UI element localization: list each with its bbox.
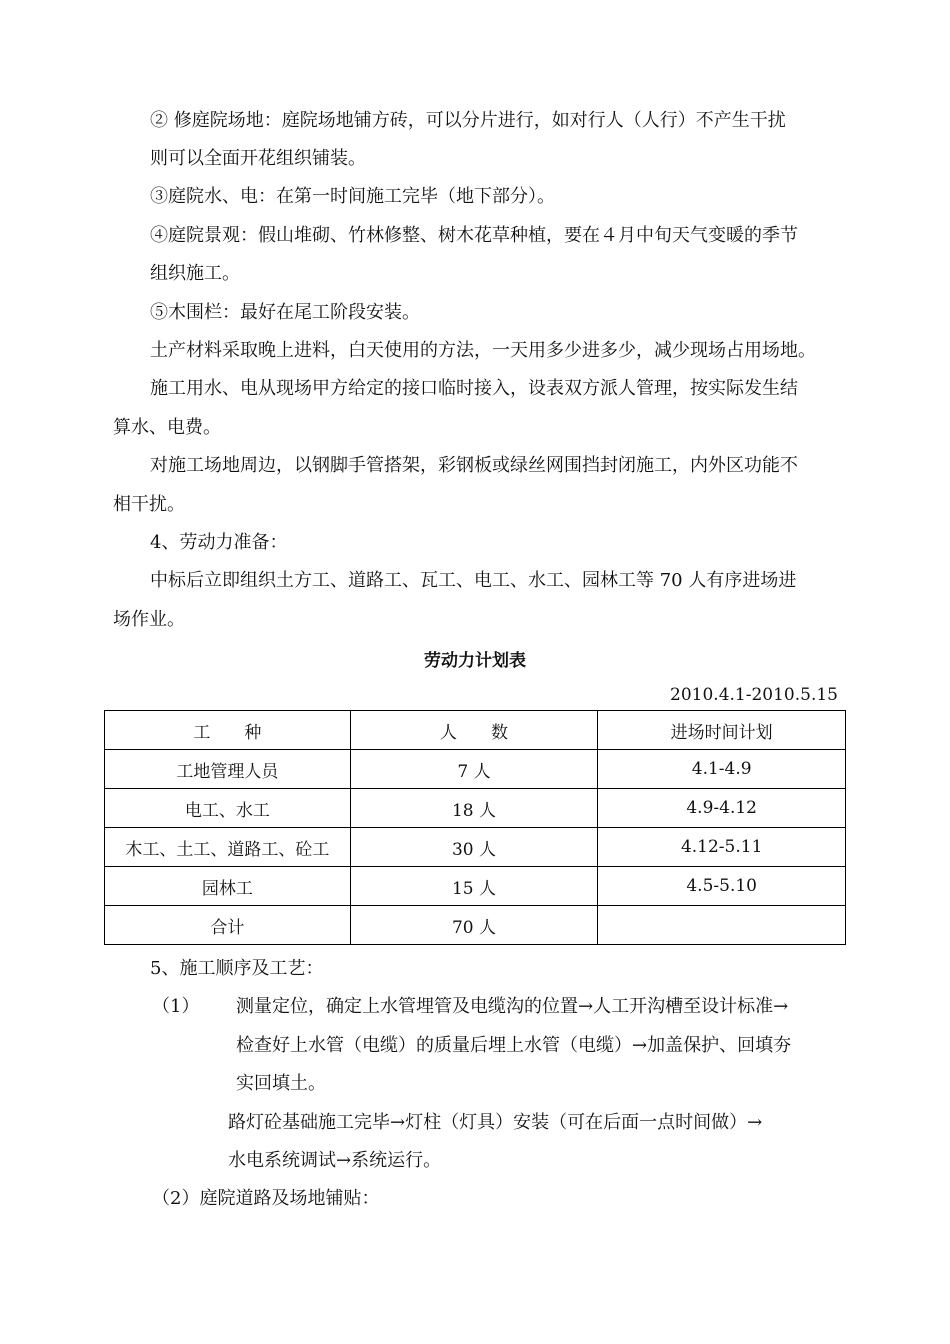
- paragraph-line: 相干扰。: [113, 494, 185, 515]
- paragraph-line: ③庭院水、电：在第一时间施工完毕（地下部分）。: [150, 186, 555, 207]
- table-row: [105, 789, 846, 828]
- item-line: 路灯砼基础施工完毕→灯柱（灯具）安装（可在后面一点时间做）→: [228, 1112, 763, 1133]
- cell-trade: 园林工: [105, 867, 351, 906]
- cell-count: 15 人: [350, 867, 598, 906]
- table-row: [105, 828, 846, 867]
- paragraph-line: 组织施工。: [150, 263, 240, 284]
- cell-count: 18 人: [350, 789, 598, 828]
- cell-trade: 工地管理人员: [105, 750, 351, 789]
- cell-trade: 电工、水工: [105, 789, 351, 828]
- cell-count: 7 人: [350, 750, 598, 789]
- cell-trade: 木工、土工、道路工、砼工: [105, 828, 351, 867]
- item-line: 测量定位，确定上水管埋管及电缆沟的位置→人工开沟槽至设计标准→: [236, 996, 789, 1017]
- table-total-row: [105, 906, 846, 945]
- item-marker: （1）: [152, 996, 200, 1017]
- paragraph-line: 土产材料采取晚上进料，白天使用的方法，一天用多少进多少，减少现场占用场地。: [150, 340, 816, 361]
- cell-count: 30 人: [350, 828, 598, 867]
- paragraph-line: 中标后立即组织土方工、道路工、瓦工、电工、水工、园林工等 70 人有序进场进: [150, 570, 797, 591]
- cell-schedule: 4.12-5.11: [598, 828, 846, 867]
- paragraph-line: ⑤木围栏：最好在尾工阶段安装。: [150, 302, 420, 323]
- cell-trade: 合计: [105, 906, 351, 945]
- cell-count: 70 人: [350, 906, 598, 945]
- item-heading: （2）庭院道路及场地铺贴：: [152, 1188, 380, 1209]
- table-row: [105, 750, 846, 789]
- table-date-range: 2010.4.1-2010.5.15: [670, 685, 838, 705]
- paragraph-line: 算水、电费。: [113, 417, 221, 438]
- cell-schedule: 4.9-4.12: [598, 789, 846, 828]
- cell-schedule: 4.1-4.9: [598, 750, 846, 789]
- cell-schedule: [598, 906, 846, 945]
- cell-schedule: 4.5-5.10: [598, 867, 846, 906]
- header-schedule: 进场时间计划: [598, 711, 846, 750]
- header-count: 人 数: [350, 711, 598, 750]
- paragraph-line: ④庭院景观：假山堆砌、竹林修整、树木花草种植，要在４月中旬天气变暖的季节: [150, 225, 798, 246]
- table-title: 劳动力计划表: [424, 651, 526, 671]
- header-trade: 工 种: [105, 711, 351, 750]
- section-heading: 4、劳动力准备：: [150, 532, 288, 553]
- table-row: [105, 867, 846, 906]
- section-heading: 5、施工顺序及工艺：: [150, 958, 324, 979]
- paragraph-line: 施工用水、电从现场甲方给定的接口临时接入，设表双方派人管理，按实际发生结: [150, 378, 798, 399]
- item-line: 水电系统调试→系统运行。: [228, 1150, 442, 1171]
- table-header-row: [105, 711, 846, 750]
- paragraph-line: ② 修庭院场地：庭院场地铺方砖，可以分片进行，如对行人（人行）不产生干扰: [150, 110, 786, 131]
- paragraph-line: 对施工场地周边，以钢脚手管搭架，彩钢板或绿丝网围挡封闭施工，内外区功能不: [150, 455, 798, 476]
- item-line: 检查好上水管（电缆）的质量后埋上水管（电缆）→加盖保护、回填夯: [236, 1035, 792, 1056]
- labor-plan-table: [104, 710, 846, 945]
- paragraph-line: 场作业。: [113, 609, 185, 630]
- paragraph-line: 则可以全面开花组织铺装。: [150, 148, 366, 169]
- item-line: 实回填土。: [236, 1073, 326, 1094]
